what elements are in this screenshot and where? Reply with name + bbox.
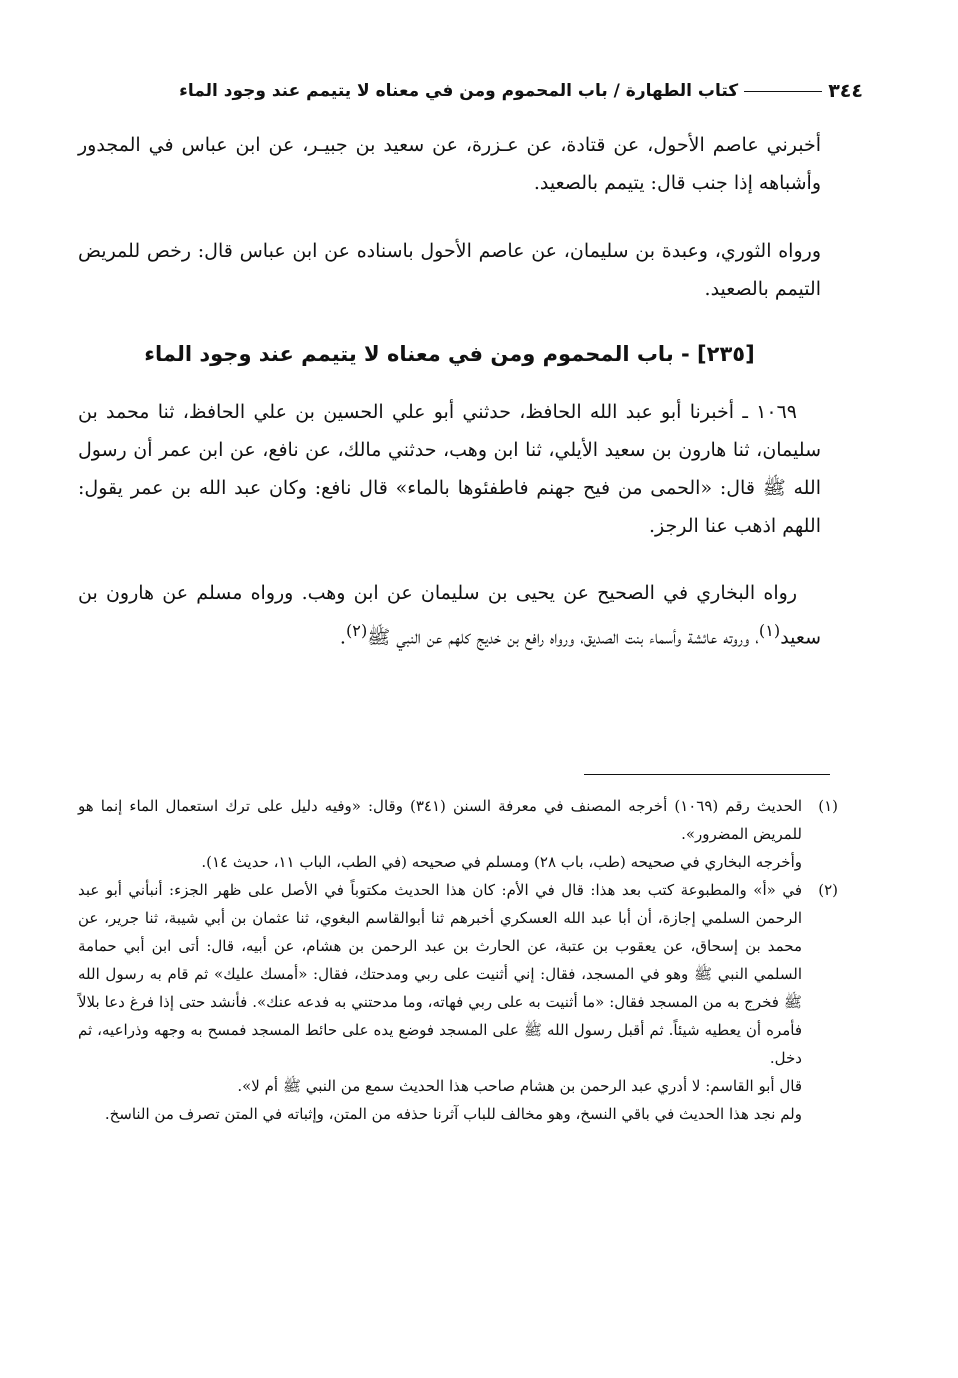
footnote-1-number: (١): [818, 797, 838, 815]
footnote-1-text: الحديث رقم (١٠٦٩) أخرجه المصنف في معرفة السنن (٣٤١) وقال: «وفيه دليل على ترك استعمال الماء إنما هو للمريض المضرور».: [78, 797, 803, 843]
paragraph-4-text-c: .: [339, 626, 346, 649]
paragraph-4-text-b: ، وروته عائشة وأسماء بنت الصديق، ورواه رافع بن خديج كلهم عن النبي ﷺ: [367, 626, 759, 649]
page-number: ٣٤٤: [828, 80, 863, 102]
paragraph-2: ورواه الثوري، وعبدة بن سليمان، عن عاصم الأحول باسناده عن ابن عباس قال: رخص للمريض التيمم بالصعيد.: [78, 240, 821, 300]
footnote-2-number: (٢): [818, 881, 838, 899]
footnote-separator: [584, 774, 830, 775]
footnote-2-editor-note: ولم نجد هذا الحديث في باقي النسخ، وهو مخالف للباب آثرنا حذفه من المتن، وإثباته في المتن تصرف من الناسخ.: [104, 1105, 802, 1123]
footnotes: [78, 792, 838, 1128]
running-header: [80, 74, 863, 108]
chapter-heading: [٢٣٥] - باب المحموم ومن في معناه لا يتيمم عند وجود الماء: [144, 342, 755, 366]
header-rule: [744, 91, 822, 92]
footnote-ref-2: (٢): [345, 621, 368, 640]
footnote-2-quote-end: قال أبو القاسم: لا أدري عبد الرحمن بن هشام صاحب هذا الحديث سمع من النبي ﷺ أم لا».: [237, 1077, 802, 1095]
footnote-1-continuation: وأخرجه البخاري في صحيحه (طب، باب ٢٨) ومسلم في صحيحه (في الطب، الباب ١١، حديث ١٤).: [201, 853, 802, 871]
footnote-2: [78, 876, 838, 1072]
paragraph-4: [78, 574, 821, 656]
footnote-2-text: في «أ» والمطبوعة كتب بعد هذا: قال في الأم: كان هذا الحديث مكتوباً في الأصل على ظهر الجزء: أنبأني أبو عبد الرحمن السلمي إجازة، أن أبا عبد الله العسكري أخبرهم ثنا أبوالقاسم البغوي، ثنا عثمان بن أبي شيبة، ثنا جرير، عن محمد بن إسحاق، عن يعقوب بن عتبة، عن الحارث بن عبد الرحمن بن هشام، عن أبيه، قال: أتى ابن أبي حمامة السلمي النبي ﷺ وهو في المسجد، فقال: إني أثنيت على ربي ومدحتك، فقال: «أمسك عليك» ثم قام به رسول الله ﷺ فخرج به من المسجد فقال: «ما أثنيت به على ربي فهاته، وما مدحتني به فدعه عنك». فأنشد حتى إذا فرغ دعا بلالاً فأمره أن يعطيه شيئاً. ثم أقبل رسول الله ﷺ على المسجد فوضع يده على حائط المسجد فمسح به وجهه وذراعيه، ثم دخل.: [78, 881, 802, 1067]
paragraph-4-text-a: رواه البخاري في الصحيح عن يحيى بن سليمان عن ابن وهب. ورواه مسلم عن هارون بن سعيد: [78, 582, 821, 649]
paragraph-1: أخبرني عاصم الأحول، عن قتادة، عن عـزرة، عن سعيد بن جبيـر، عن ابن عباس في المجدور وأشباهه إذا جنب قال: يتيمم بالصعيد.: [78, 134, 821, 194]
footnote-1: [78, 792, 838, 848]
running-title: كتاب الطهارة / باب المحموم ومن في معناه لا يتيمم عند وجود الماء: [179, 81, 739, 101]
footnote-ref-1: (١): [758, 621, 781, 640]
hadith-1069: ١٠٦٩ ـ أخبرنا أبو عبد الله الحافظ، حدثني أبو علي الحسين بن علي الحافظ، ثنا محمد بن سليمان، ثنا هارون بن سعيد الأيلي، ثنا ابن وهب، حدثني مالك، عن نافع، عن ابن عمر أن رسول الله ﷺ قال: «الحمى من فيح جهنم فاطفئوها بالماء» قال نافع: وكان عبد الله بن عمر يقول: اللهم اذهب عنا الرجز.: [78, 401, 821, 537]
